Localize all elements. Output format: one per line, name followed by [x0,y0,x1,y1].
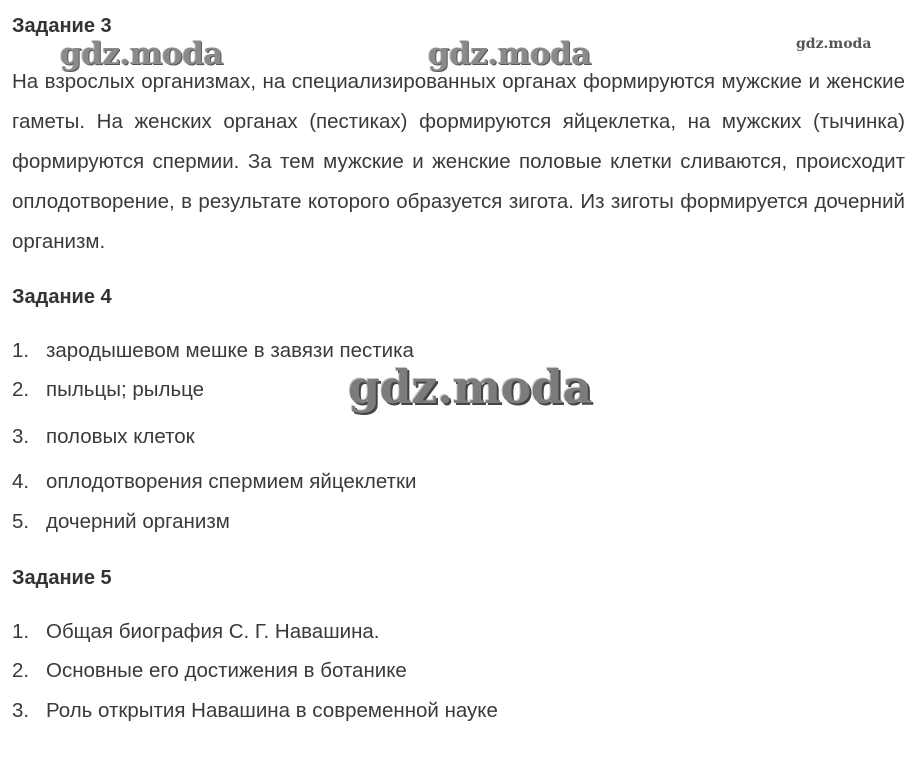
list-item [12,510,230,534]
watermark-middle: gdz.moda [348,360,592,414]
list-item [12,378,204,402]
list-item-number: 1. [12,339,30,362]
task4-title: Задание 4 [12,286,112,308]
task3-text: На взрослых организмах, на специализированных органах формируются мужские и женские гаметы. На женских органах (пестиках) формируются яйцеклетка, на мужских (тычинка) формируются спермии. За тем мужские и женские половые клетки сливаются, происходит оплодотворение, в результате которого образуется зигота. Из зиготы формируется дочерний организм. [12,70,905,253]
task3-title: Задание 3 [12,15,112,37]
list-item-text: оплодотворения спермием яйцеклетки [46,470,417,493]
list-item [12,699,498,723]
list-item [12,470,416,494]
list-item-number: 5. [12,510,30,533]
watermark-top-center: gdz.moda [428,36,591,72]
list-item-number: 2. [12,378,30,401]
list-item-number: 1. [12,620,30,643]
watermark-top-left: gdz.moda [60,36,223,72]
task5-title: Задание 5 [12,567,112,589]
list-item-number: 3. [12,699,30,722]
watermark-top-right: gdz.moda [796,36,872,52]
list-item [12,339,414,363]
list-item-number: 4. [12,470,30,493]
list-item-text: Основные его достижения в ботанике [46,659,407,682]
list-item-text: половых клеток [46,425,195,448]
list-item-text: зародышевом мешке в завязи пестика [46,339,414,362]
list-item-text: дочерний организм [46,510,230,533]
list-item [12,425,195,449]
list-item-text: пыльцы; рыльце [46,378,205,401]
list-item-text: Роль открытия Навашина в современной науке [46,699,498,722]
list-item [12,659,407,683]
list-item [12,620,380,644]
list-item-number: 3. [12,425,30,448]
list-item-text: Общая биография С. Г. Навашина. [46,620,380,643]
list-item-number: 2. [12,659,30,682]
